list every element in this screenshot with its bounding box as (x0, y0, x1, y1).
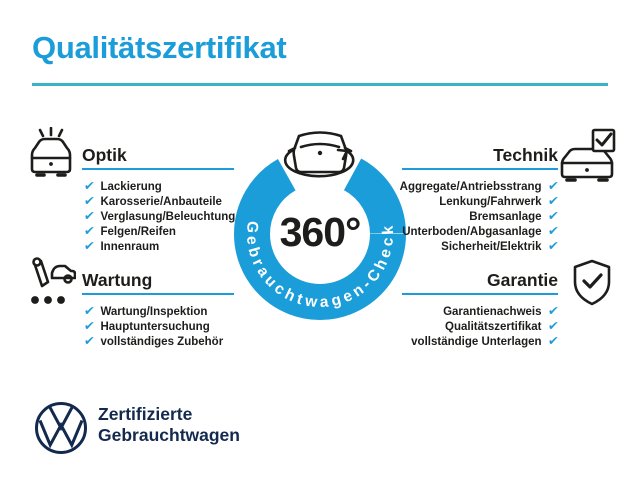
check-item-label: Innenraum (100, 240, 160, 253)
check-item (402, 224, 558, 239)
checklist-optik (84, 179, 235, 254)
check-item (411, 334, 558, 349)
check-item-label: Sicherheit/Elektrik (441, 240, 542, 253)
check-item (439, 194, 558, 209)
check-icon: ✔ (83, 224, 96, 239)
check-item (84, 209, 235, 224)
check-item (400, 179, 558, 194)
section-title-wartung: Wartung (82, 270, 153, 290)
check-icon: ✔ (83, 194, 96, 209)
check-item-label: Lackierung (100, 180, 162, 193)
check-item (84, 319, 223, 334)
check-icon: ✔ (546, 239, 559, 254)
car-front-shine-icon (27, 127, 75, 179)
section-rule-technik (402, 168, 558, 170)
section-title-garantie: Garantie (487, 270, 558, 290)
check-item-label: Lenkung/Fahrwerk (439, 195, 542, 208)
checklist-garantie (300, 304, 558, 349)
car-checkbox-icon (560, 127, 618, 185)
check-item-label: Verglasung/Beleuchtung (100, 210, 236, 223)
check-item (469, 209, 558, 224)
check-item-label: Wartung/Inspektion (100, 305, 208, 318)
check-icon: ✔ (546, 334, 559, 349)
check-item-label: vollständiges Zubehör (100, 335, 224, 348)
check-icon: ✔ (83, 334, 96, 349)
check-item (84, 179, 235, 194)
service-pen-car-icon (26, 256, 76, 308)
section-rule-wartung (82, 293, 234, 295)
brand-claim (98, 404, 240, 446)
check-icon: ✔ (546, 179, 559, 194)
check-item (443, 304, 558, 319)
check-icon: ✔ (83, 304, 96, 319)
section-rule-garantie (402, 293, 558, 295)
section-title-technik: Technik (493, 145, 558, 165)
degree-label: 360° (279, 209, 361, 255)
check-item-label: Aggregate/Antriebsstrang (399, 180, 542, 193)
check-icon: ✔ (546, 319, 559, 334)
brand-claim-line2: Gebrauchtwagen (98, 425, 240, 445)
section-title-optik: Optik (82, 145, 127, 165)
check-item (84, 239, 235, 254)
check-item-label: Unterboden/Abgasanlage (402, 225, 542, 238)
checklist-technik (300, 179, 558, 254)
check-item (84, 224, 235, 239)
check-icon: ✔ (546, 209, 559, 224)
check-item-label: Karosserie/Anbauteile (100, 195, 222, 208)
check-item (445, 319, 558, 334)
check-item-label: Hauptuntersuchung (100, 320, 210, 333)
page-title: Qualitätszertifikat (32, 30, 287, 65)
check-icon: ✔ (83, 319, 96, 334)
check-icon: ✔ (546, 224, 559, 239)
car-rotation-icon (285, 133, 353, 177)
ring-label: Gebrauchtwagen-Check (242, 220, 398, 312)
check-item (84, 194, 235, 209)
check-item (84, 304, 223, 319)
check-icon: ✔ (546, 194, 559, 209)
vw-logo-icon (34, 401, 88, 455)
check-item-label: Garantienachweis (443, 305, 542, 318)
check-item-label: Bremsanlage (469, 210, 542, 223)
check-item-label: Qualitätszertifikat (445, 320, 542, 333)
check-icon: ✔ (83, 179, 96, 194)
check-icon: ✔ (83, 239, 96, 254)
shield-check-icon (570, 258, 614, 310)
check-icon: ✔ (546, 304, 559, 319)
section-rule-optik (82, 168, 234, 170)
check-item-label: Felgen/Reifen (100, 225, 176, 238)
checklist-wartung (84, 304, 223, 349)
check-item-label: vollständige Unterlagen (411, 335, 542, 348)
check-icon: ✔ (83, 209, 96, 224)
check-item (441, 239, 558, 254)
check-item (84, 334, 223, 349)
brand-claim-line1: Zertifizierte (98, 404, 193, 424)
